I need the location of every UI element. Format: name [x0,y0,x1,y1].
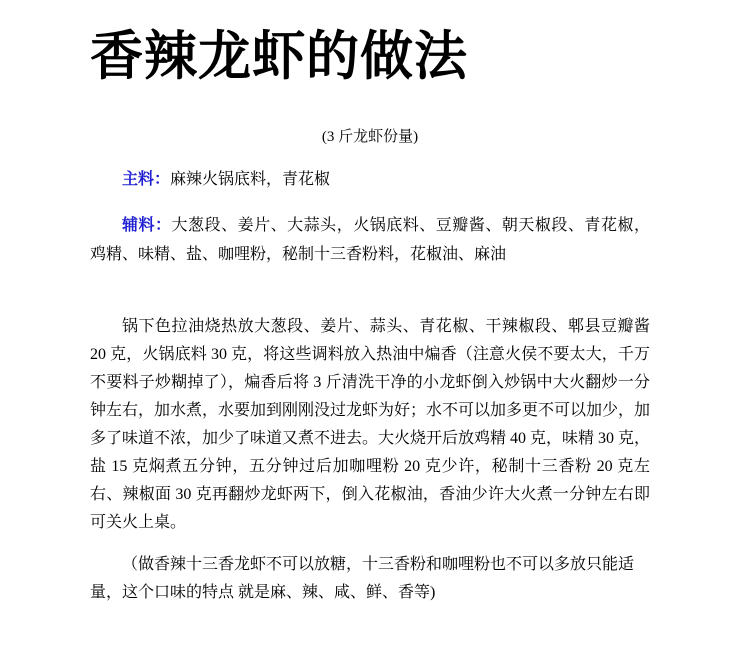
recipe-document [0,24,738,651]
aux-ingredients-text: 大葱段、姜片、大蒜头，火锅底料、豆瓣酱、朝天椒段、青花椒，鸡精、味精、盐、咖哩粉，秘制十三香粉料，花椒油、麻油 [90,217,650,264]
cooking-steps-paragraph: 锅下色拉油烧热放大葱段、姜片、蒜头、青花椒、干辣椒段、郫县豆瓣酱 20 克，火锅底料 30 克，将这些调料放入热油中煸香（注意火侯不要太大，千万不要料子炒糊掉了），煸香后将 3 斤清洗干净的小龙虾倒入炒锅中大火翻炒一分钟左右，加水煮，水要加到刚刚没过龙虾为好；水不可以加多更不可以加少，加多了味道不浓，加少了味道又煮不进去。大火烧开后放鸡精 40 克，味精 30 克，盐 15 克焖煮五分钟，五分钟过后加咖哩粉 20 克少许，秘制十三香粉 20 克左右、辣椒面 30 克再翻炒龙虾两下，倒入花椒油，香油少许大火煮一分钟左右即可关火上桌。 [90,318,651,532]
main-ingredients-label: 主料： [122,171,171,189]
tips-note-paragraph: （做香辣十三香龙虾不可以放糖，十三香粉和咖哩粉也不可以多放只能适量，这个口味的特点 就是麻、辣、咸、鲜、香等) [90,556,635,602]
page-title: 香辣龙虾的做法 [90,27,468,86]
aux-ingredients-line [90,211,650,269]
aux-ingredients-label: 辅料： [122,217,172,235]
serving-size-note: (3 斤龙虾份量) [321,129,419,146]
main-ingredients-text: 麻辣火锅底料，青花椒 [170,171,331,189]
main-ingredients-line [90,165,650,194]
